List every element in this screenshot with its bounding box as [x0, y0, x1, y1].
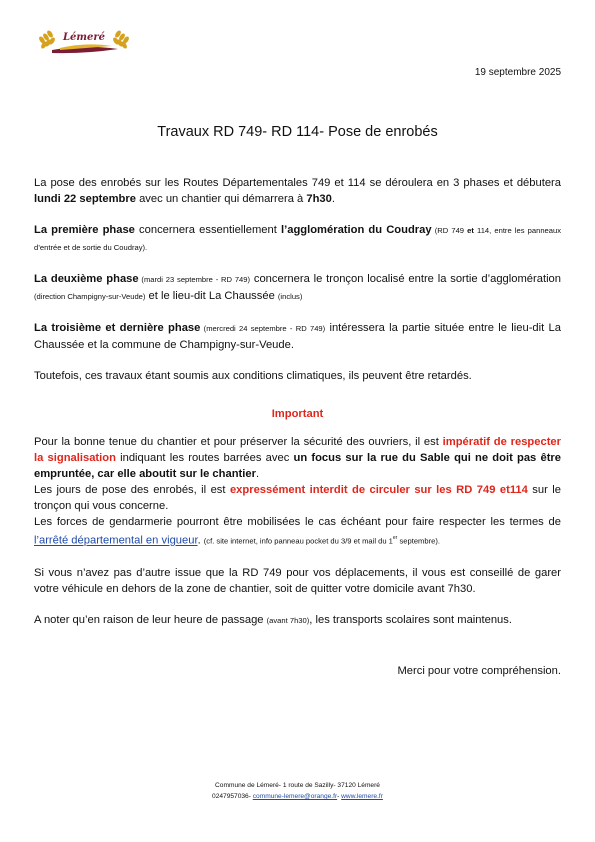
- phase-three-paragraph: La troisième et dernière phase (mercredi 24 septembre - RD 749) intéressera la partie située entre le lieu-dit La Chaussée et la commune de Champigny-sur-Veude.: [34, 322, 561, 351]
- document-date: 19 septembre 2025: [474, 67, 561, 78]
- decree-link[interactable]: l’arrêté départemental en vigueur: [34, 534, 198, 547]
- wheat-logo-icon: [34, 24, 134, 58]
- page-title: Travaux RD 749- RD 114- Pose de enrobés: [157, 124, 438, 140]
- phase-two-paragraph: La deuxième phase (mardi 23 septembre - RD 749) concernera le tronçon localisé entre la sortie d’agglomération (direction Champigny-sur-Veude) et le lieu-dit La Chaussée (inclus): [34, 273, 562, 302]
- footer-address: Commune de Lémeré- 1 route de Sazilly- 37120 Lémeré: [215, 782, 380, 789]
- phase-two-label: La deuxième phase: [34, 273, 139, 285]
- footer-phone: 0247957036-: [212, 793, 253, 800]
- phase-one-paragraph: La première phase concernera essentiellement l’agglomération du Coudray (RD 749 et 114, entre les panneaux d’entrée et de sortie du Coudray).: [34, 224, 562, 252]
- school-transport-paragraph: A noter qu’en raison de leur heure de passage (avant 7h30), les transports scolaires sont maintenus.: [34, 613, 512, 626]
- logo-text: Lémeré: [63, 32, 105, 43]
- gendarmerie-paragraph: Les forces de gendarmerie pourront être mobilisées le cas échéant pour faire respecter les termes de l’arrêté départemental en vigueur. (cf. site internet, info panneau pocket du 3/9 et mail du 1er septembre).: [34, 516, 561, 547]
- weather-paragraph: Toutefois, ces travaux étant soumis aux conditions climatiques, ils peuvent être retardés.: [34, 370, 472, 382]
- page-footer: [0, 780, 595, 802]
- signage-paragraph: Pour la bonne tenue du chantier et pour préserver la sécurité des ouvriers, il est impératif de respecter la signalisation indiquant les routes barrées avec un focus sur la rue du Sable qui ne doit pas être empruntée, car elle aboutit sur le chantier.: [34, 436, 561, 480]
- footer-website-link[interactable]: www.lemere.fr: [341, 793, 383, 800]
- intro-paragraph: La pose des enrobés sur les Routes Départementales 749 et 114 se déroulera en 3 phases et débutera lundi 22 septembre avec un chantier qui démarrera à 7h30.: [34, 177, 561, 205]
- footer-contact: 0247957036- commune-lemere@orange.fr- www.lemere.fr: [212, 793, 383, 800]
- important-heading: Important: [271, 408, 324, 420]
- commune-logo: [34, 24, 134, 58]
- traffic-ban-paragraph: Les jours de pose des enrobés, il est expressément interdit de circuler sur les RD 749 et114 sur le tronçon qui vous concerne.: [34, 484, 561, 512]
- phase-three-label: La troisième et dernière phase: [34, 322, 201, 334]
- signoff: Merci pour votre compréhension.: [397, 664, 561, 677]
- letter-body: [34, 175, 561, 679]
- phase-one-label: La première phase: [34, 224, 135, 236]
- advice-paragraph: Si vous n’avez pas d’autre issue que la RD 749 pour vos déplacements, il vous est conseillé de garer votre véhicule en dehors de la zone de chantier, soit de quitter votre domicile avant 7h30.: [34, 566, 561, 595]
- footer-email-link[interactable]: commune-lemere@orange.fr: [252, 793, 338, 800]
